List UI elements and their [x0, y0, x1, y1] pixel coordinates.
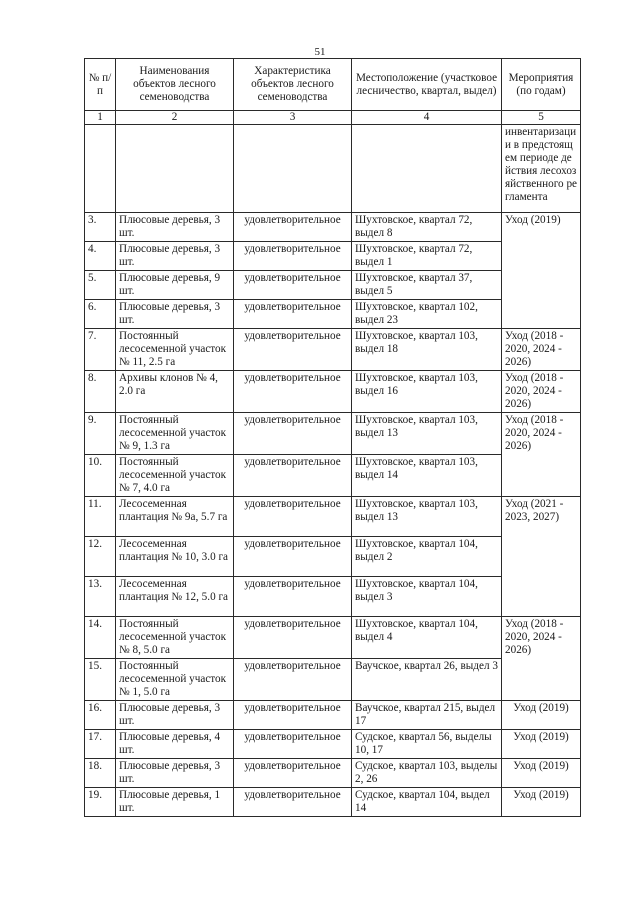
row-number: 11.: [85, 497, 116, 537]
object-location: Шухтовское, квартал 104, выдел 2: [352, 537, 502, 577]
object-characteristic: удовлетворительное: [234, 730, 352, 759]
object-name: Плюсовые деревья, 3 шт.: [116, 759, 234, 788]
table-row: [85, 759, 581, 788]
object-characteristic: удовлетворительное: [234, 788, 352, 817]
row-number: 5.: [85, 271, 116, 300]
object-name: Постоянный лесосеменной участок № 11, 2.5 га: [116, 329, 234, 371]
header-location: Местоположение (участковое лесничество, квартал, выдел): [352, 59, 502, 111]
object-characteristic: удовлетворительное: [234, 213, 352, 242]
object-characteristic: удовлетворительное: [234, 617, 352, 659]
object-location: Шухтовское, квартал 103, выдел 16: [352, 371, 502, 413]
object-characteristic: удовлетворительное: [234, 271, 352, 300]
object-characteristic: удовлетворительное: [234, 537, 352, 577]
table-row: [85, 371, 581, 413]
row-number: 14.: [85, 617, 116, 659]
object-name: Плюсовые деревья, 3 шт.: [116, 300, 234, 329]
table-row: [85, 329, 581, 371]
object-name: Постоянный лесосеменной участок № 1, 5.0 га: [116, 659, 234, 701]
object-location: Ваучское, квартал 26, выдел 3: [352, 659, 502, 701]
row-number: 15.: [85, 659, 116, 701]
object-location: Шухтовское, квартал 103, выдел 18: [352, 329, 502, 371]
object-activities: Уход (2021 - 2023, 2027): [502, 497, 581, 617]
object-characteristic: удовлетворительное: [234, 659, 352, 701]
object-name: Плюсовые деревья, 1 шт.: [116, 788, 234, 817]
column-number-row: [85, 111, 581, 125]
row-number: 9.: [85, 413, 116, 455]
object-name: Плюсовые деревья, 3 шт.: [116, 213, 234, 242]
object-name: Лесосеменная плантация № 10, 3.0 га: [116, 537, 234, 577]
object-characteristic: удовлетворительное: [234, 300, 352, 329]
row-number: 12.: [85, 537, 116, 577]
object-characteristic: удовлетворительное: [234, 329, 352, 371]
object-name: Архивы клонов № 4, 2.0 га: [116, 371, 234, 413]
object-characteristic: удовлетворительное: [234, 413, 352, 455]
row-number: 4.: [85, 242, 116, 271]
object-location: Ваучское, квартал 215, выдел 17: [352, 701, 502, 730]
object-location: Шухтовское, квартал 37, выдел 5: [352, 271, 502, 300]
row-number: 17.: [85, 730, 116, 759]
header-characteristic: Характеристика объектов лесного семеноводства: [234, 59, 352, 111]
continuation-row: [85, 125, 581, 213]
page-number: 51: [314, 46, 326, 58]
object-location: Судское, квартал 103, выделы 2, 26: [352, 759, 502, 788]
object-characteristic: удовлетворительное: [234, 577, 352, 617]
object-characteristic: удовлетворительное: [234, 759, 352, 788]
object-activities: Уход (2019): [502, 701, 581, 730]
object-name: Лесосеменная плантация № 12, 5.0 га: [116, 577, 234, 617]
column-number: 1: [85, 111, 116, 125]
table-row: [85, 413, 581, 455]
object-name: Постоянный лесосеменной участок № 7, 4.0 га: [116, 455, 234, 497]
object-location: Судское, квартал 104, выдел 14: [352, 788, 502, 817]
row-number: 7.: [85, 329, 116, 371]
object-activities: Уход (2018 - 2020, 2024 - 2026): [502, 413, 581, 497]
object-location: Шухтовское, квартал 103, выдел 13: [352, 497, 502, 537]
object-characteristic: удовлетворительное: [234, 242, 352, 271]
row-number: 19.: [85, 788, 116, 817]
object-name: Плюсовые деревья, 3 шт.: [116, 242, 234, 271]
object-activities: Уход (2019): [502, 759, 581, 788]
object-characteristic: удовлетворительное: [234, 371, 352, 413]
row-number: 16.: [85, 701, 116, 730]
object-name: Плюсовые деревья, 3 шт.: [116, 701, 234, 730]
row-number: 3.: [85, 213, 116, 242]
object-characteristic: удовлетворительное: [234, 701, 352, 730]
object-location: Шухтовское, квартал 72, выдел 8: [352, 213, 502, 242]
object-activities: Уход (2019): [502, 788, 581, 817]
header-name: Наименования объектов лесного семеноводства: [116, 59, 234, 111]
header-row: [85, 59, 581, 111]
seed-objects-table: [84, 58, 581, 817]
row-number: 18.: [85, 759, 116, 788]
table-row: [85, 788, 581, 817]
column-number: 2: [116, 111, 234, 125]
row-number: 13.: [85, 577, 116, 617]
continuation-text: инвентаризации в предстоящем периоде действия лесохозяйственного регламента: [502, 125, 581, 213]
header-activities: Мероприятия (по годам): [502, 59, 581, 111]
object-name: Плюсовые деревья, 4 шт.: [116, 730, 234, 759]
object-activities: Уход (2019): [502, 213, 581, 329]
object-name: Плюсовые деревья, 9 шт.: [116, 271, 234, 300]
object-location: Шухтовское, квартал 102, выдел 23: [352, 300, 502, 329]
object-name: Постоянный лесосеменной участок № 8, 5.0 га: [116, 617, 234, 659]
column-number: 4: [352, 111, 502, 125]
table-row: [85, 213, 581, 242]
object-name: Лесосеменная плантация № 9а, 5.7 га: [116, 497, 234, 537]
object-location: Шухтовское, квартал 104, выдел 3: [352, 577, 502, 617]
row-number: 10.: [85, 455, 116, 497]
object-characteristic: удовлетворительное: [234, 497, 352, 537]
row-number: 8.: [85, 371, 116, 413]
object-name: Постоянный лесосеменной участок № 9, 1.3 га: [116, 413, 234, 455]
object-location: Шухтовское, квартал 103, выдел 13: [352, 413, 502, 455]
table-row: [85, 730, 581, 759]
object-activities: Уход (2018 - 2020, 2024 - 2026): [502, 371, 581, 413]
object-activities: Уход (2018 - 2020, 2024 - 2026): [502, 617, 581, 701]
table-row: [85, 617, 581, 659]
table-row: [85, 497, 581, 537]
object-location: Шухтовское, квартал 104, выдел 4: [352, 617, 502, 659]
table-row: [85, 701, 581, 730]
object-location: Шухтовское, квартал 103, выдел 14: [352, 455, 502, 497]
object-activities: Уход (2019): [502, 730, 581, 759]
object-characteristic: удовлетворительное: [234, 455, 352, 497]
object-activities: Уход (2018 - 2020, 2024 - 2026): [502, 329, 581, 371]
object-location: Шухтовское, квартал 72, выдел 1: [352, 242, 502, 271]
row-number: 6.: [85, 300, 116, 329]
header-num: № п/п: [85, 59, 116, 111]
column-number: 5: [502, 111, 581, 125]
column-number: 3: [234, 111, 352, 125]
object-location: Судское, квартал 56, выделы 10, 17: [352, 730, 502, 759]
